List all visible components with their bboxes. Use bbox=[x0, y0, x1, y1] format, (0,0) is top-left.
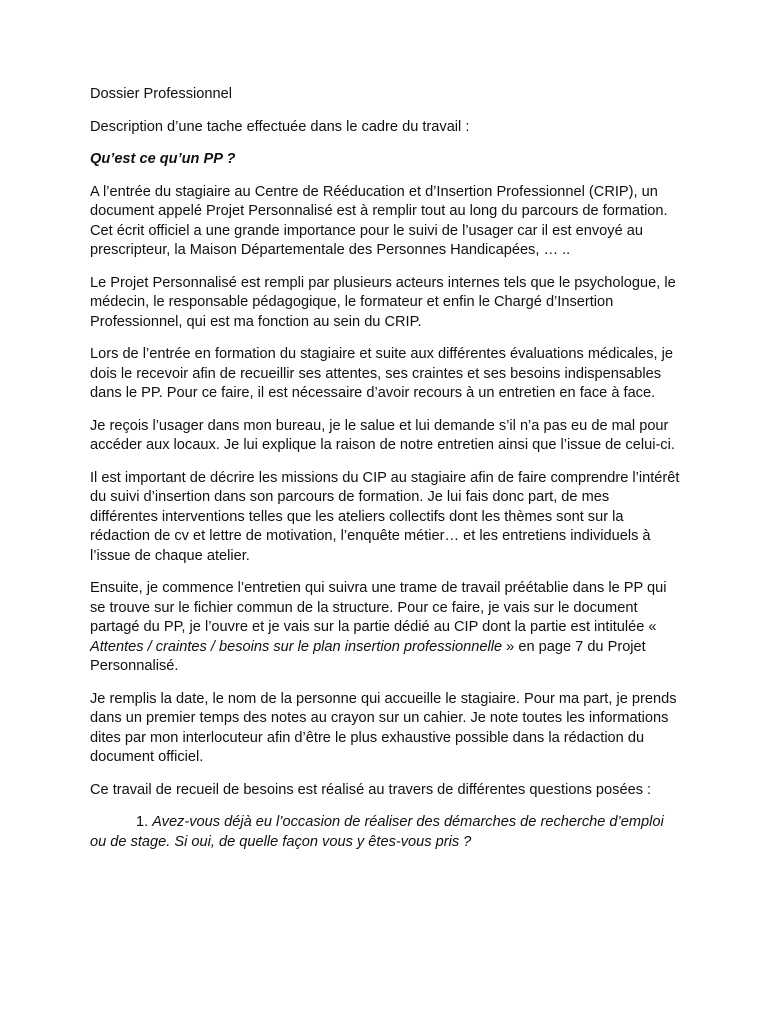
paragraph-ensuite bbox=[90, 579, 680, 677]
list-item-text: Avez-vous déjà eu l’occasion de réaliser des démarches de recherche d’emploi ou de stage. Si oui, de quelle façon vous y êtes-vous pris ? bbox=[90, 814, 664, 850]
paragraph-entry: Lors de l’entrée en formation du stagiaire et suite aux différentes évaluations médicales, je dois le recevoir afin de recueillir ses attentes, ses craintes et ses besoins indispensables dans le PP. Pour ce faire, il est nécessaire d’avoir recours à un entretien en face à face. bbox=[90, 346, 674, 401]
document-subtitle: Description d’une tache effectuée dans le cadre du travail : bbox=[90, 118, 470, 135]
paragraph-ensuite-start: Ensuite, je commence l’entretien qui suivra une trame de travail préétablie dans le PP qui se trouve sur le fichier commun de la structure. Pour ce faire, je vais sur le document partagé du PP, je l’ouvre et je vais sur la partie dédié au CIP dont la partie est intitulée « bbox=[90, 580, 667, 635]
paragraph-ensuite-end: » en page 7 du Projet Personnalisé. bbox=[90, 638, 646, 674]
list-item-number: 1. bbox=[136, 814, 149, 830]
document-body bbox=[90, 85, 680, 852]
list-item bbox=[90, 813, 680, 852]
paragraph-missions: Il est important de décrire les missions du CIP au stagiaire afin de faire comprendre l’intérêt du suivi d’insertion dans son parcours de formation. Je lui fais donc part, de mes différentes interventions telles que les ateliers collectifs dont les thèmes sont sur la rédaction de cv et lettre de motivation, l’enquête métier… et les entretiens individuels à l’issue de chaque atelier. bbox=[90, 469, 680, 564]
paragraph-ensuite-italic: Attentes / craintes / besoins sur le plan insertion professionnelle bbox=[90, 638, 503, 655]
paragraph-travail: Ce travail de recueil de besoins est réalisé au travers de différentes questions posées : bbox=[90, 781, 652, 798]
question-heading: Qu’est ce qu’un PP ? bbox=[90, 151, 236, 167]
paragraph-reception: Je reçois l’usager dans mon bureau, je le salue et lui demande s’il n’a pas eu de mal pour accéder aux locaux. Je lui explique la raison de notre entretien ainsi que l’issue de celui-ci. bbox=[90, 417, 675, 453]
paragraph-actors: Le Projet Personnalisé est rempli par plusieurs acteurs internes tels que le psychologue, le médecin, le responsable pédagogique, le formateur et enfin le Chargé d’Insertion Professionnel, qui est ma fonction au sein du CRIP. bbox=[90, 274, 676, 330]
document-title: Dossier Professionnel bbox=[90, 86, 232, 102]
paragraph-crip-intro: A l’entrée du stagiaire au Centre de Rééducation et d’Insertion Professionnel (CRIP), un document appelé Projet Personnalisé est à remplir tout au long du parcours de formation. Cet écrit officiel a une grande importance pour le suivi de l’usager car il est envoyé au prescripteur, la Maison Départementale des Personnes Handicapées, … .. bbox=[90, 183, 668, 258]
paragraph-remplis: Je remplis la date, le nom de la personne qui accueille le stagiaire. Pour ma part, je prends dans un premier temps des notes au crayon sur un cahier. Je note toutes les informations dites par mon interlocuteur afin d’être le plus exhaustive possible dans la rédaction du document officiel. bbox=[90, 690, 677, 765]
